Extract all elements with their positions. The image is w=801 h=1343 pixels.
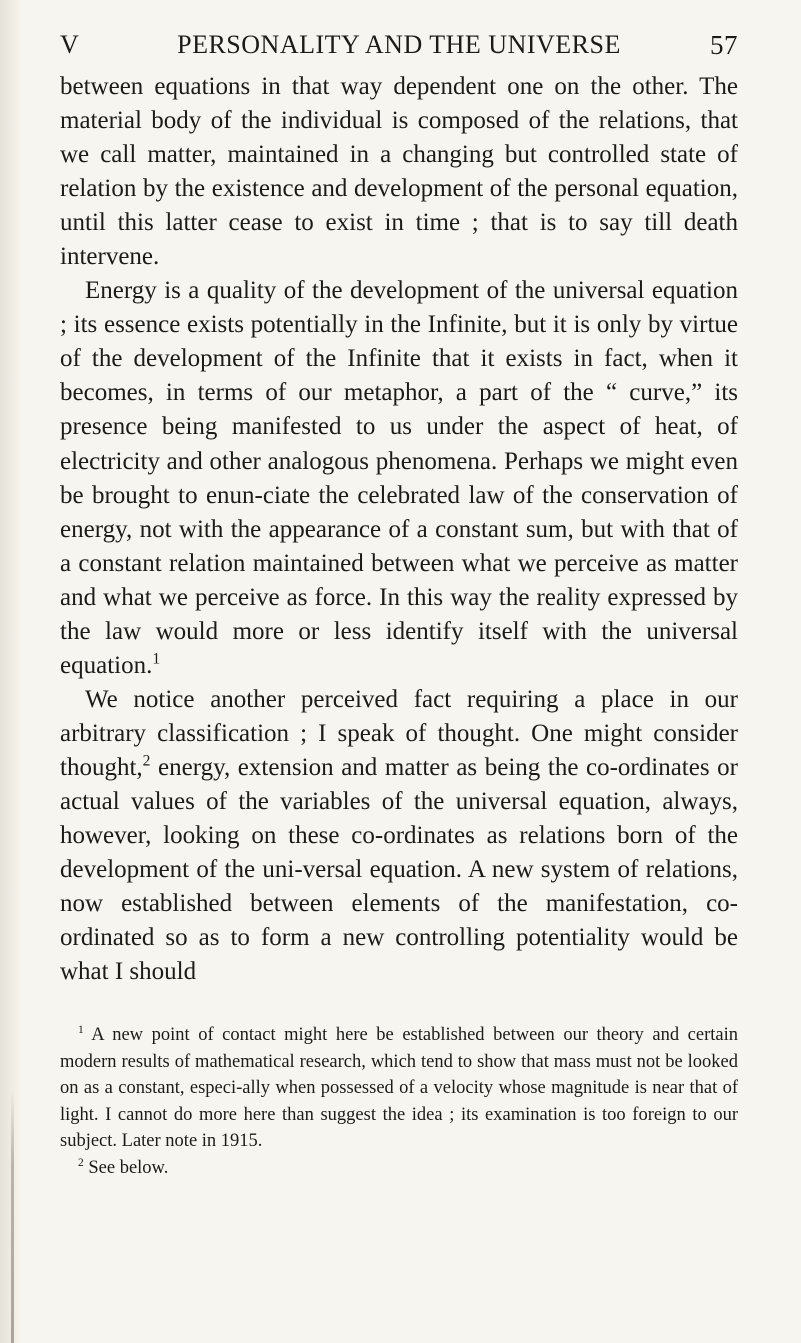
footnote-1-text: A new point of contact might here be established between our theory and certain modern results of mathematical research, which tend to show that mass must not be looked on as a constant, especi-ally when possessed of a velocity whose magnitude is near that of light. I cannot do more here than suggest the idea ; its examination is too foreign to our subject. Later note in 1915. [60, 1025, 738, 1152]
running-header [60, 30, 738, 70]
footnote-2-mark: 2 [78, 1156, 84, 1169]
page-number: 57 [710, 30, 738, 60]
paragraph-3-text-b: energy, extension and matter as being the co-ordinates or actual values of the variables of the universal equation, always, however, looking on these co-ordinates as relations born of the development of the uni-versal equation. A new system of relations, now established between elements of the manifestation, co-ordinated so as to form a new controlling potentiality would be what I should [60, 753, 738, 986]
footnote-ref-2[interactable]: 2 [142, 752, 151, 770]
binding-crease [11, 1090, 14, 1343]
footnote-1 [60, 1022, 738, 1155]
body-text [60, 70, 738, 989]
running-title: PERSONALITY AND THE UNIVERSE [177, 30, 621, 59]
paragraph-2-text: Energy is a quality of the development of the universal equation ; its essence exists potentially in the Infinite, but it is only by virtue of the development of the Infinite that it exists in fact, when it becomes, in terms of our metaphor, a part of the “ curve,” its presence being manifested to us under the aspect of heat, of electricity and other analogous phenomena. Perhaps we might even be brought to enun-ciate the celebrated law of the conservation of energy, not with the appearance of a constant sum, but with that of a constant relation maintained between what we perceive as matter and what we perceive as force. In this way the reality expressed by the law would more or less identify itself with the universal equation. [60, 277, 738, 679]
footnote-ref-1[interactable]: 1 [152, 650, 161, 668]
footnote-2-text: See below. [83, 1157, 169, 1178]
paragraph-1: between equations in that way dependent one on the other. The material body of the individual is composed of the relations, that we call matter, maintained in a changing but controlled state of relation by the existence and development of the personal equation, until this latter cease to exist in time ; that is to say till death intervene. [60, 73, 738, 271]
chapter-number: V [60, 30, 80, 59]
paragraph-3 [60, 683, 738, 989]
footnote-2 [60, 1155, 738, 1182]
footnote-1-mark: 1 [78, 1023, 84, 1036]
paragraph-3-text-a: We notice another perceived fact requiring a place in our arbitrary classification ; I speak of thought. One might consider thought, [60, 685, 738, 781]
footnotes [60, 1022, 738, 1182]
paragraph-2 [60, 274, 738, 683]
